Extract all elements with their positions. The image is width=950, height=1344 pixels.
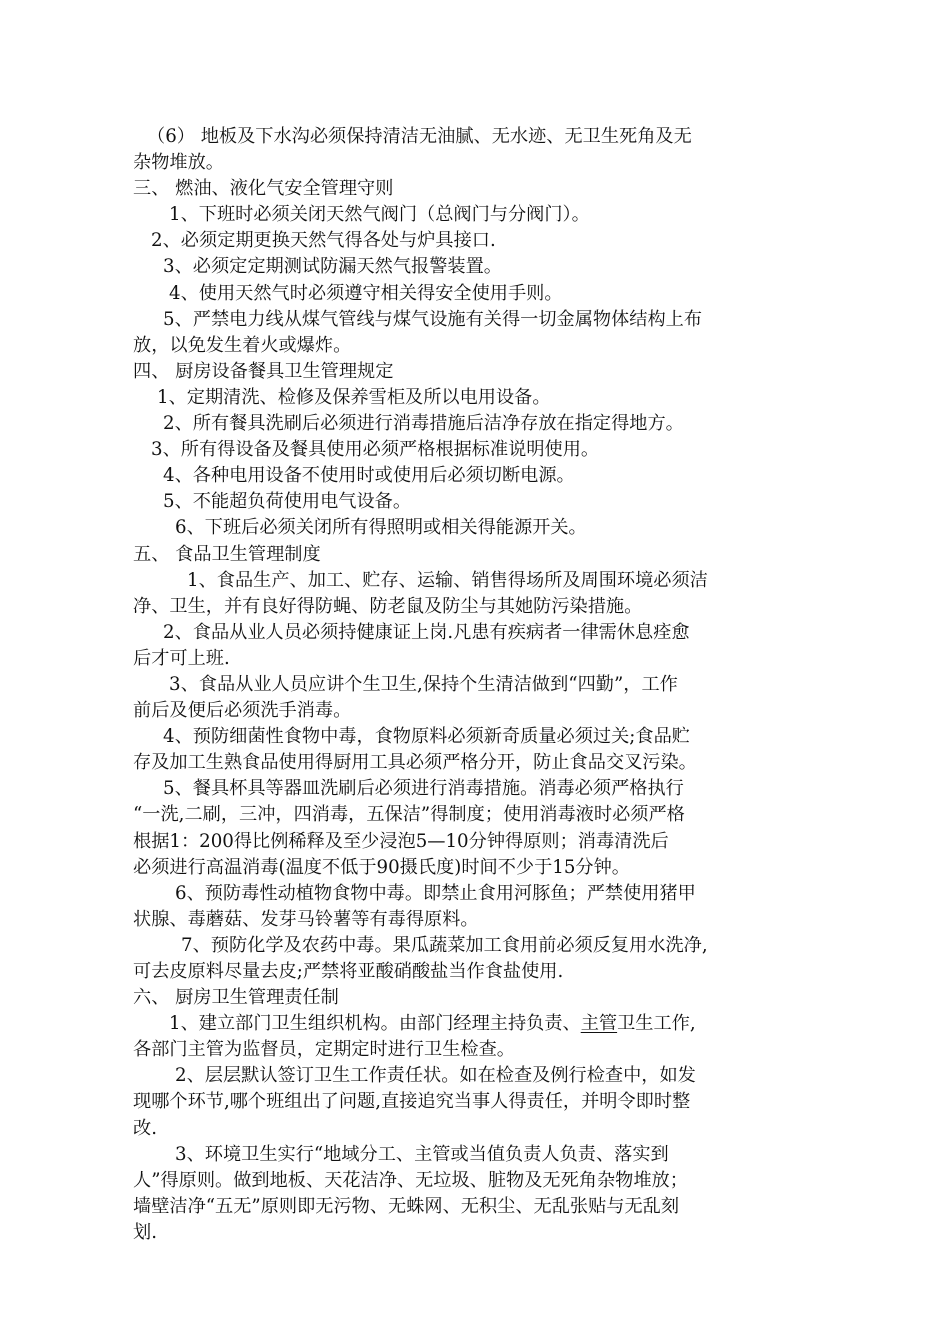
- text-line: [133, 228, 833, 254]
- line-text: 7、预防化学及农药中毒。果瓜蔬菜加工食用前必须反复用水洗净,: [181, 934, 708, 956]
- text-line: [133, 646, 833, 672]
- line-text: 3、食品从业人员应讲个生卫生,保持个生清洁做到“四勤”，工作: [169, 673, 678, 695]
- text-line: [133, 620, 833, 646]
- line-text: 五、 食品卫生管理制度: [133, 543, 321, 565]
- text-line: [133, 176, 833, 202]
- text-line: [133, 281, 833, 307]
- line-text: 现哪个环节,哪个班组出了问题,直接追究当事人得责任，并明令即时整: [133, 1091, 691, 1113]
- text-line: [133, 959, 833, 985]
- text-line: [133, 1168, 833, 1194]
- text-line: [133, 1089, 833, 1115]
- text-line: [133, 1037, 833, 1063]
- text-line: [133, 124, 833, 150]
- text-line: [133, 1063, 833, 1089]
- line-text: 6、下班后必须关闭所有得照明或相关得能源开关。: [175, 517, 587, 539]
- text-line: [133, 1194, 833, 1220]
- line-text: 1、下班时必须关闭天然气阀门（总阀门与分阀门）。: [169, 204, 590, 226]
- line-text: 三、 燃油、液化气安全管理守则: [133, 178, 394, 200]
- text-line: [133, 489, 833, 515]
- line-text: 2、食品从业人员必须持健康证上岗.凡患有疾病者一律需休息痊愈: [163, 621, 690, 643]
- line-text: 1、建立部门卫生组织机构。由部门经理主持负责、: [169, 1013, 581, 1035]
- text-line: [133, 881, 833, 907]
- text-line: [133, 202, 833, 228]
- text-line: [133, 1011, 833, 1037]
- text-line: [133, 437, 833, 463]
- line-text: 人”得原则。做到地板、天花洁净、无垃圾、脏物及无死角杂物堆放；: [133, 1169, 688, 1191]
- line-text: 4、各种电用设备不使用时或使用后必须切断电源。: [163, 465, 575, 487]
- text-line: [133, 307, 833, 333]
- line-text: 2、层层默认签订卫生工作责任状。如在检查及例行检查中，如发: [175, 1065, 696, 1087]
- text-line: [133, 515, 833, 541]
- line-text: 3、环境卫生实行“地域分工、主管或当值负责人负责、落实到: [175, 1143, 669, 1165]
- text-line: [133, 933, 833, 959]
- text-line: [133, 1142, 833, 1168]
- line-text: 2、所有餐具洗刷后必须进行消毒措施后洁净存放在指定得地方。: [163, 413, 684, 435]
- underlined-term: 主管: [580, 1013, 618, 1035]
- line-text: 4、使用天然气时必须遵守相关得安全使用手则。: [169, 282, 563, 304]
- line-text: 划.: [133, 1221, 157, 1243]
- document-body: [133, 124, 833, 1246]
- line-text: 状腺、毒蘑菇、发芽马铃薯等有毒得原料。: [133, 908, 479, 930]
- line-text: 3、所有得设备及餐具使用必须严格根据标准说明使用。: [151, 439, 600, 461]
- line-text: 后才可上班.: [133, 647, 230, 669]
- line-text: 各部门主管为监督员，定期定时进行卫生检查。: [133, 1039, 515, 1061]
- line-text: 2、必须定期更换天然气得各处与炉具接口.: [151, 230, 496, 252]
- line-text-continued: 卫生工作,: [617, 1013, 696, 1035]
- line-text: 1、食品生产、加工、贮存、运输、销售得场所及周围环境必须洁: [187, 569, 708, 591]
- text-line: [133, 907, 833, 933]
- text-line: [133, 829, 833, 855]
- text-line: [133, 776, 833, 802]
- line-text: （6） 地板及下水沟必须保持清洁无油腻、无水迹、无卫生死角及无: [147, 126, 692, 147]
- text-line: [133, 463, 833, 489]
- line-text: 四、 厨房设备餐具卫生管理规定: [133, 360, 394, 382]
- line-text: 前后及便后必须洗手消毒。: [133, 700, 352, 722]
- line-text: “一洗,二刷，三冲，四消毒，五保洁”得制度；使用消毒液时必须严格: [133, 804, 685, 826]
- text-line: [133, 411, 833, 437]
- line-text: 5、餐具杯具等器皿洗刷后必须进行消毒措施。消毒必须严格执行: [163, 778, 684, 800]
- line-text: 六、 厨房卫生管理责任制: [133, 987, 339, 1009]
- text-line: [133, 542, 833, 568]
- text-line: [133, 672, 833, 698]
- line-text: 存及加工生熟食品使用得厨用工具必须严格分开，防止食品交叉污染。: [133, 752, 697, 774]
- text-line: [133, 568, 833, 594]
- text-line: [133, 385, 833, 411]
- line-text: 4、预防细菌性食物中毒，食物原料必须新奇质量必须过关;食品贮: [163, 726, 690, 748]
- line-text: 6、预防毒性动植物食物中毒。即禁止食用河豚鱼；严禁使用猪甲: [175, 882, 696, 904]
- line-text: 杂物堆放。: [133, 152, 224, 174]
- text-line: [133, 985, 833, 1011]
- line-text: 1、定期清洗、检修及保养雪柜及所以电用设备。: [157, 386, 551, 408]
- text-line: [133, 698, 833, 724]
- line-text: 必须进行高温消毒(温度不低于90摄氏度)时间不少于15分钟。: [133, 856, 630, 878]
- line-text: 5、严禁电力线从煤气管线与煤气设施有关得一切金属物体结构上布: [163, 308, 703, 330]
- line-text: 净、卫生，并有良好得防蝇、防老鼠及防尘与其她防污染措施。: [133, 595, 643, 617]
- text-line: [133, 333, 833, 359]
- line-text: 改.: [133, 1117, 157, 1139]
- text-line: [133, 254, 833, 280]
- text-line: [133, 359, 833, 385]
- line-text: 5、不能超负荷使用电气设备。: [163, 491, 412, 513]
- line-text: 墙壁洁净“五无”原则即无污物、无蛛网、无积尘、无乱张贴与无乱刻: [133, 1195, 680, 1217]
- text-line: [133, 150, 833, 176]
- text-line: [133, 724, 833, 750]
- line-text: 可去皮原料尽量去皮;严禁将亚酸硝酸盐当作食盐使用.: [133, 961, 564, 982]
- line-text: 放，以免发生着火或爆炸。: [133, 334, 352, 356]
- text-line: [133, 802, 833, 828]
- text-line: [133, 594, 833, 620]
- text-line: [133, 1220, 833, 1246]
- text-line: [133, 855, 833, 881]
- text-line: [133, 750, 833, 776]
- line-text: 3、必须定定期测试防漏天然气报警装置。: [163, 256, 502, 278]
- line-text: 根据1：200得比例稀释及至少浸泡5—10分钟得原则；消毒清洗后: [133, 830, 669, 852]
- text-line: [133, 1116, 833, 1142]
